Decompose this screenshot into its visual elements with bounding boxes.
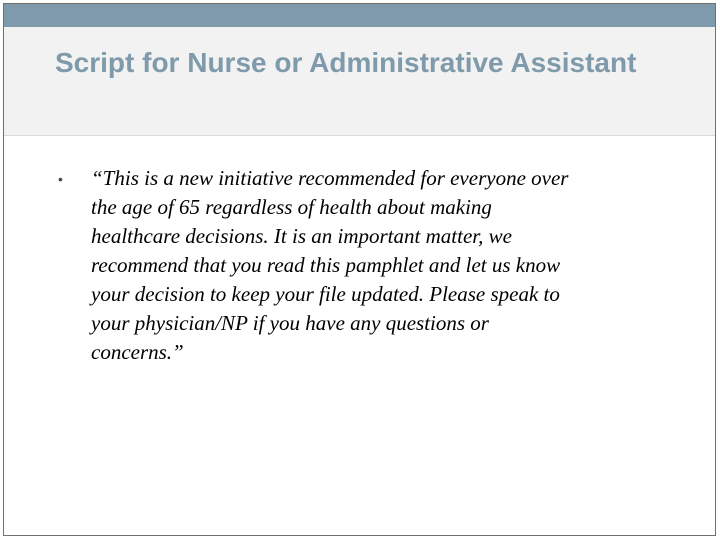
slide-top-bar — [4, 4, 715, 27]
script-quote: “This is a new initiative recommended for everyone over the age of 65 regardless of health about making healthcare decisions. It is an important matter, we recommend that you read this pamphlet and let us know your decision to keep your file updated. Please speak to your physician/NP if you have any questions or concerns.” — [91, 166, 569, 364]
bullet-marker: • — [58, 171, 63, 187]
slide-title: Script for Nurse or Administrative Assistant — [55, 47, 637, 78]
title-divider — [4, 135, 715, 136]
slide — [3, 3, 716, 536]
title-area — [4, 27, 715, 135]
